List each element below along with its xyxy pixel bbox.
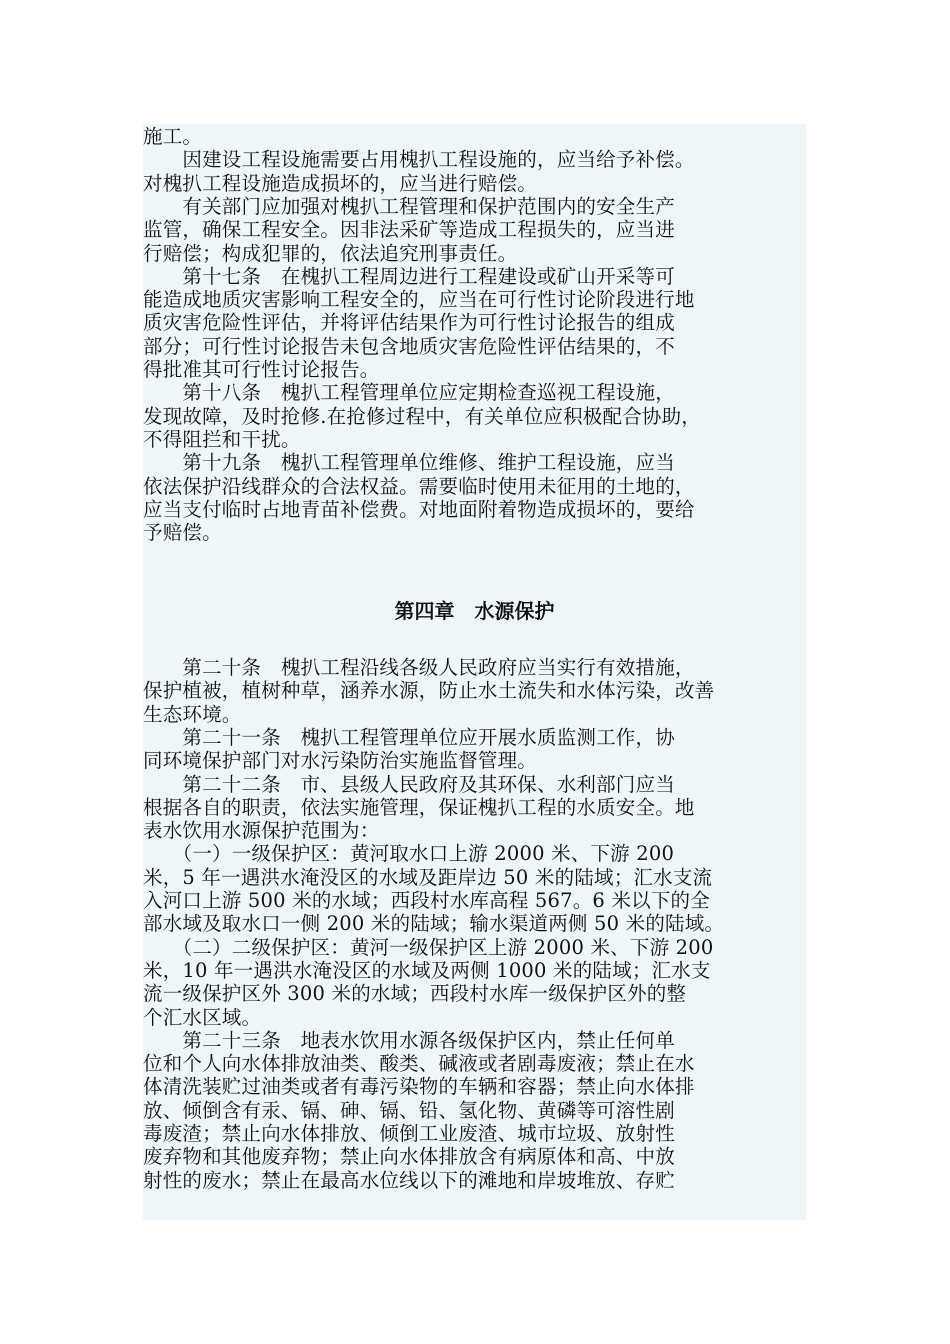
text-line: 因建设工程设施需要占用槐扒工程设施的，应当给予补偿。 bbox=[143, 148, 695, 172]
document-text-panel bbox=[143, 124, 806, 1220]
text-line: 依法保护沿线群众的合法权益。需要临时使用未征用的土地的， bbox=[143, 474, 695, 498]
text-line: 根据各自的职责，依法实施管理，保证槐扒工程的水质安全。地 bbox=[143, 795, 695, 819]
text-line: 对槐扒工程设施造成损坏的，应当进行赔偿。 bbox=[143, 171, 538, 195]
text-line: 位和个人向水体排放油类、酸类、碱液或者剧毒废液；禁止在水 bbox=[143, 1052, 695, 1076]
text-line: 米，5 年一遇洪水淹没区的水域及距岸边 50 米的陆域；汇水支流 bbox=[143, 865, 713, 889]
text-line: 第十九条 槐扒工程管理单位维修、维护工程设施，应当 bbox=[143, 451, 675, 475]
text-line: 应当支付临时占地青苗补偿费。对地面附着物造成损坏的，要给 bbox=[143, 497, 695, 521]
text-line: 第二十二条 市、县级人民政府及其环保、水利部门应当 bbox=[143, 772, 675, 796]
text-line: 监管，确保工程安全。因非法采矿等造成工程损失的，应当进 bbox=[143, 218, 675, 242]
text-line: 第二十条 槐扒工程沿线各级人民政府应当实行有效措施， bbox=[143, 656, 695, 679]
text-line: 第十七条 在槐扒工程周边进行工程建设或矿山开采等可 bbox=[143, 264, 675, 288]
text-line: （一）一级保护区：黄河取水口上游 2000 米、下游 200 bbox=[143, 842, 675, 866]
chapter-heading: 第四章 水源保护 bbox=[394, 599, 555, 623]
text-line: 生态环境。 bbox=[143, 702, 242, 726]
text-line: 体清洗装贮过油类或者有毒污染物的车辆和容器；禁止向水体排 bbox=[143, 1075, 695, 1099]
text-line: （二）二级保护区：黄河一级保护区上游 2000 米、下游 200 bbox=[143, 935, 714, 959]
text-line: 第二十三条 地表水饮用水源各级保护区内，禁止任何单 bbox=[143, 1028, 675, 1052]
text-line: 质灾害危险性评估，并将评估结果作为可行性讨论报告的组成 bbox=[143, 311, 675, 335]
text-line: 放、倾倒含有汞、镉、砷、镉、铅、氢化物、黄磷等可溶性剧 bbox=[143, 1098, 675, 1122]
text-line: 同环境保护部门对水污染防治实施监督管理。 bbox=[143, 749, 538, 773]
text-line: 保护植被，植树种草，涵养水源，防止水土流失和水体污染，改善 bbox=[143, 679, 715, 703]
text-line: 废弃物和其他废弃物；禁止向水体排放含有病原体和高、中放 bbox=[143, 1145, 675, 1169]
text-line: 第二十一条 槐扒工程管理单位应开展水质监测工作，协 bbox=[143, 725, 675, 749]
text-line: 部水域及取水口一侧 200 米的陆域；输水渠道两侧 50 米的陆域。 bbox=[143, 912, 725, 936]
text-line: 毒废渣；禁止向水体排放、倾倒工业废渣、城市垃圾、放射性 bbox=[143, 1122, 675, 1145]
text-line: 第十八条 槐扒工程管理单位应定期检查巡视工程设施， bbox=[143, 381, 675, 405]
text-line: 予赔偿。 bbox=[143, 521, 222, 545]
text-line: 米，10 年一遇洪水淹没区的水域及两侧 1000 米的陆域；汇水支 bbox=[143, 958, 711, 982]
text-line: 得批准其可行性讨论报告。 bbox=[143, 358, 380, 381]
text-line: 行赔偿；构成犯罪的，依法追究刑事责任。 bbox=[143, 241, 518, 265]
text-line: 个汇水区域。 bbox=[143, 1005, 262, 1029]
text-line: 有关部门应加强对槐扒工程管理和保护范围内的安全生产 bbox=[143, 194, 675, 218]
text-line: 入河口上游 500 米的水域；西段村水库高程 567。6 米以下的全 bbox=[143, 889, 710, 912]
text-line: 发现故障，及时抢修.在抢修过程中，有关单位应积极配合协助， bbox=[143, 404, 701, 428]
text-line: 部分；可行性讨论报告未包含地质灾害危险性评估结果的，不 bbox=[143, 334, 675, 358]
text-line: 施工。 bbox=[143, 125, 203, 148]
text-line: 流一级保护区外 300 米的水域；西段村水库一级保护区外的整 bbox=[143, 982, 687, 1006]
text-line: 射性的废水；禁止在最高水位线以下的滩地和岸坡堆放、存贮 bbox=[143, 1168, 675, 1192]
text-line: 能造成地质灾害影响工程安全的，应当在可行性讨论阶段进行地 bbox=[143, 288, 695, 312]
text-line: 表水饮用水源保护范围为： bbox=[143, 819, 380, 843]
text-line: 不得阻拦和干扰。 bbox=[143, 427, 301, 451]
